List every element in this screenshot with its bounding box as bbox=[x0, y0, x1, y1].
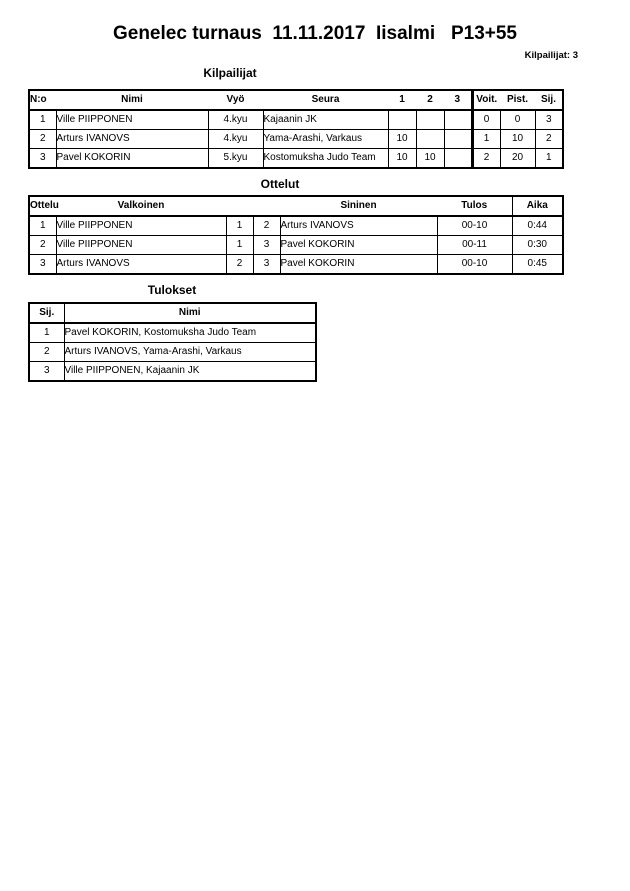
cell-aika: 0:44 bbox=[512, 216, 563, 236]
cell-voit: 1 bbox=[472, 130, 500, 149]
col-header-seura: Seura bbox=[263, 90, 388, 110]
cell-nro: 1 bbox=[29, 110, 56, 130]
cell-voit: 0 bbox=[472, 110, 500, 130]
cell-seura: Yama-Arashi, Varkaus bbox=[263, 130, 388, 149]
cell-match-nro: 2 bbox=[29, 236, 56, 255]
cell-nimi: Pavel KOKORIN bbox=[56, 149, 208, 169]
cell-score3 bbox=[444, 149, 472, 169]
cell-valkoinen-nro: 1 bbox=[226, 236, 253, 255]
cell-nimi: Ville PIIPPONEN bbox=[56, 110, 208, 130]
cell-nimi: Pavel KOKORIN, Kostomuksha Judo Team bbox=[64, 323, 316, 343]
col-header-3: 3 bbox=[444, 90, 472, 110]
table-row bbox=[29, 216, 563, 236]
cell-vyo: 5.kyu bbox=[208, 149, 263, 169]
cell-pist: 20 bbox=[500, 149, 535, 169]
cell-nimi: Ville PIIPPONEN, Kajaanin JK bbox=[64, 362, 316, 382]
cell-pist: 10 bbox=[500, 130, 535, 149]
table-row bbox=[29, 323, 316, 343]
cell-tulos: 00-10 bbox=[437, 216, 512, 236]
col-header-valkoinen: Valkoinen bbox=[56, 196, 226, 216]
tulokset-header-row bbox=[29, 303, 316, 323]
col-header-sij: Sij. bbox=[535, 90, 563, 110]
col-header-nimi: Nimi bbox=[56, 90, 208, 110]
cell-sininen-nro: 3 bbox=[253, 255, 280, 275]
col-header-sij: Sij. bbox=[29, 303, 64, 323]
cell-sininen: Pavel KOKORIN bbox=[280, 255, 437, 275]
col-header-sininen: Sininen bbox=[280, 196, 437, 216]
cell-score1: 10 bbox=[388, 130, 416, 149]
cell-sij: 1 bbox=[29, 323, 64, 343]
table-row bbox=[29, 362, 316, 382]
table-row bbox=[29, 149, 563, 169]
cell-score1 bbox=[388, 110, 416, 130]
cell-sij: 3 bbox=[29, 362, 64, 382]
cell-sij: 1 bbox=[535, 149, 563, 169]
cell-match-nro: 1 bbox=[29, 216, 56, 236]
col-header-1: 1 bbox=[388, 90, 416, 110]
col-header-nro: N:o bbox=[29, 90, 56, 110]
page-title: Genelec turnaus 11.11.2017 Iisalmi P13+55 bbox=[112, 23, 517, 44]
cell-vyo: 4.kyu bbox=[208, 130, 263, 149]
cell-tulos: 00-11 bbox=[437, 236, 512, 255]
col-header-ottelu: Ottelu bbox=[29, 196, 56, 216]
table-row bbox=[29, 255, 563, 275]
cell-vyo: 4.kyu bbox=[208, 110, 263, 130]
cell-score2 bbox=[416, 110, 444, 130]
col-header-pist: Pist. bbox=[500, 90, 535, 110]
cell-score2 bbox=[416, 130, 444, 149]
kilpailijat-table bbox=[28, 89, 564, 169]
cell-valkoinen: Arturs IVANOVS bbox=[56, 255, 226, 275]
col-header-tulos: Tulos bbox=[437, 196, 512, 216]
table-row bbox=[29, 343, 316, 362]
col-header-vyo: Vyö bbox=[208, 90, 263, 110]
cell-sij: 2 bbox=[29, 343, 64, 362]
cell-valkoinen: Ville PIIPPONEN bbox=[56, 236, 226, 255]
col-header-2: 2 bbox=[416, 90, 444, 110]
ottelut-header-row bbox=[29, 196, 563, 216]
cell-sij: 3 bbox=[535, 110, 563, 130]
cell-sininen: Pavel KOKORIN bbox=[280, 236, 437, 255]
cell-aika: 0:30 bbox=[512, 236, 563, 255]
section-title-tulokset: Tulokset bbox=[147, 283, 197, 297]
col-header-nimi: Nimi bbox=[64, 303, 316, 323]
cell-aika: 0:45 bbox=[512, 255, 563, 275]
table-row bbox=[29, 110, 563, 130]
competitors-count: Kilpailijat: 3 bbox=[524, 50, 578, 61]
cell-nro: 3 bbox=[29, 149, 56, 169]
ottelut-table bbox=[28, 195, 564, 275]
table-row bbox=[29, 236, 563, 255]
cell-voit: 2 bbox=[472, 149, 500, 169]
tulokset-table bbox=[28, 302, 317, 382]
section-title-ottelut: Ottelut bbox=[260, 177, 300, 191]
cell-sininen-nro: 3 bbox=[253, 236, 280, 255]
cell-valkoinen: Ville PIIPPONEN bbox=[56, 216, 226, 236]
col-header-voit: Voit. bbox=[472, 90, 500, 110]
cell-score3 bbox=[444, 130, 472, 149]
cell-seura: Kostomuksha Judo Team bbox=[263, 149, 388, 169]
table-row bbox=[29, 130, 563, 149]
cell-sininen-nro: 2 bbox=[253, 216, 280, 236]
cell-score2: 10 bbox=[416, 149, 444, 169]
cell-valkoinen-nro: 1 bbox=[226, 216, 253, 236]
col-header-aika: Aika bbox=[512, 196, 563, 216]
cell-nro: 2 bbox=[29, 130, 56, 149]
kilpailijat-header-row bbox=[29, 90, 563, 110]
cell-nimi: Arturs IVANOVS bbox=[56, 130, 208, 149]
cell-seura: Kajaanin JK bbox=[263, 110, 388, 130]
cell-score1: 10 bbox=[388, 149, 416, 169]
cell-sij: 2 bbox=[535, 130, 563, 149]
cell-match-nro: 3 bbox=[29, 255, 56, 275]
cell-pist: 0 bbox=[500, 110, 535, 130]
col-header-spacer1 bbox=[226, 196, 253, 216]
cell-score3 bbox=[444, 110, 472, 130]
col-header-spacer2 bbox=[253, 196, 280, 216]
cell-nimi: Arturs IVANOVS, Yama-Arashi, Varkaus bbox=[64, 343, 316, 362]
cell-tulos: 00-10 bbox=[437, 255, 512, 275]
cell-valkoinen-nro: 2 bbox=[226, 255, 253, 275]
section-title-kilpailijat: Kilpailijat bbox=[203, 66, 257, 80]
cell-sininen: Arturs IVANOVS bbox=[280, 216, 437, 236]
